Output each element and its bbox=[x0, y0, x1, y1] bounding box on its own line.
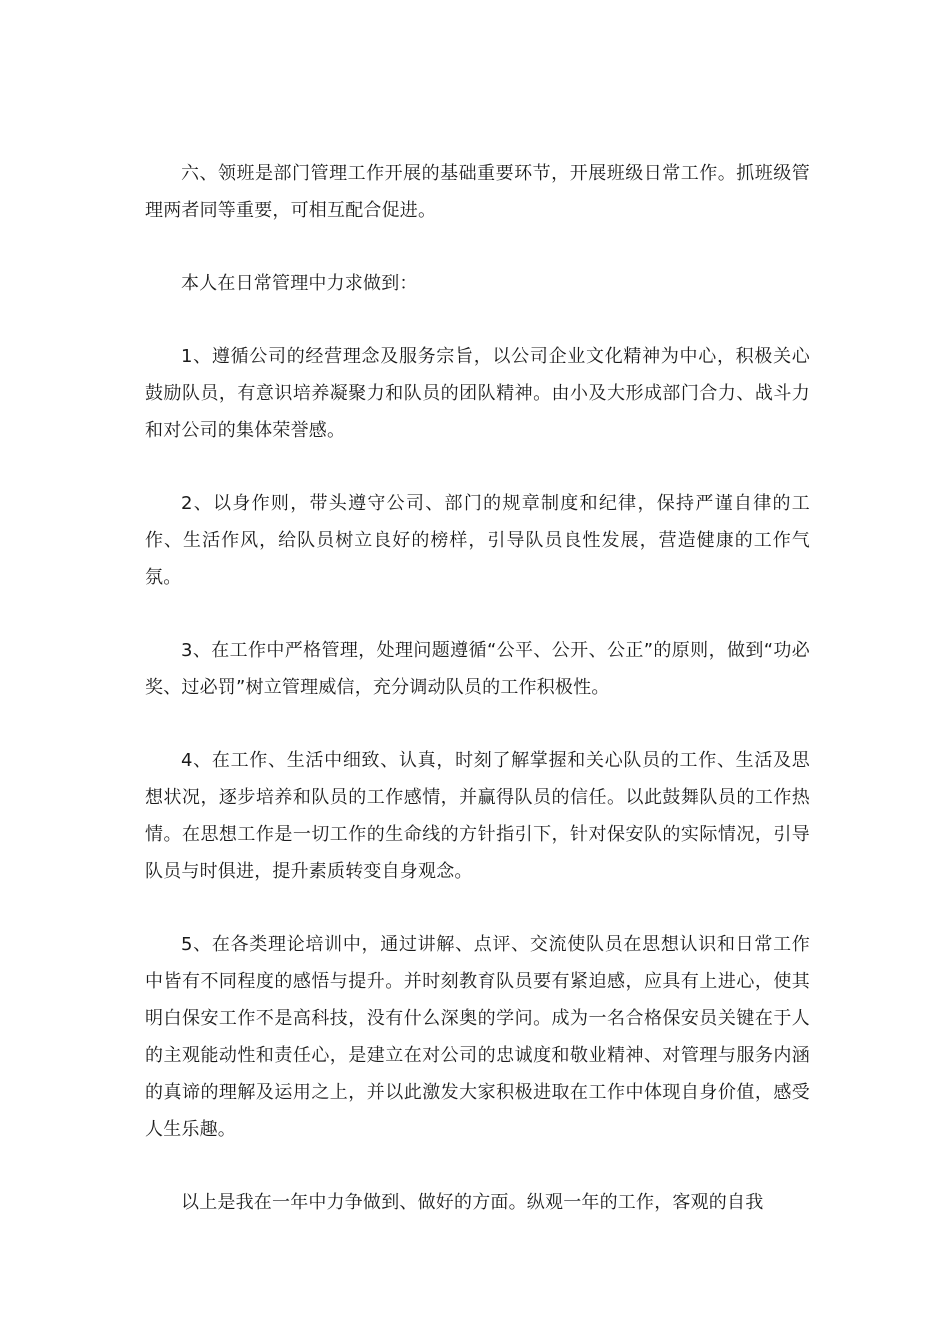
paragraph-item-1: 1、遵循公司的经营理念及服务宗旨，以公司企业文化精神为中心，积极关心鼓励队员，有意识培养凝聚力和队员的团队精神。由小及大形成部门合力、战斗力和对公司的集体荣誉感。 bbox=[145, 346, 810, 441]
paragraph-item-3: 3、在工作中严格管理，处理问题遵循“公平、公开、公正”的原则，做到“功必奖、过必罚”树立管理威信，充分调动队员的工作积极性。 bbox=[145, 640, 810, 698]
paragraph-item-2: 2、以身作则，带头遵守公司、部门的规章制度和纪律，保持严谨自律的工作、生活作风，给队员树立良好的榜样，引导队员良性发展，营造健康的工作气氛。 bbox=[145, 493, 810, 588]
paragraph-summary: 以上是我在一年中力争做到、做好的方面。纵观一年的工作，客观的自我 bbox=[181, 1192, 764, 1213]
paragraph-section-six: 六、领班是部门管理工作开展的基础重要环节，开展班级日常工作。抓班级管理两者同等重要，可相互配合促进。 bbox=[145, 163, 810, 221]
document-body bbox=[145, 155, 810, 1257]
paragraph-item-4: 4、在工作、生活中细致、认真，时刻了解掌握和关心队员的工作、生活及思想状况，逐步培养和队员的工作感情，并赢得队员的信任。以此鼓舞队员的工作热情。在思想工作是一切工作的生命线的方针指引下，针对保安队的实际情况，引导队员与时俱进，提升素质转变自身观念。 bbox=[145, 750, 810, 882]
paragraph-intro: 本人在日常管理中力求做到： bbox=[181, 273, 418, 294]
paragraph-item-5: 5、在各类理论培训中，通过讲解、点评、交流使队员在思想认识和日常工作中皆有不同程度的感悟与提升。并时刻教育队员要有紧迫感，应具有上进心，使其明白保安工作不是高科技，没有什么深奥的学问。成为一名合格保安员关键在于人的主观能动性和责任心，是建立在对公司的忠诚度和敬业精神、对管理与服务内涵的真谛的理解及运用之上，并以此激发大家积极进取在工作中体现自身价值，感受人生乐趣。 bbox=[145, 934, 810, 1140]
